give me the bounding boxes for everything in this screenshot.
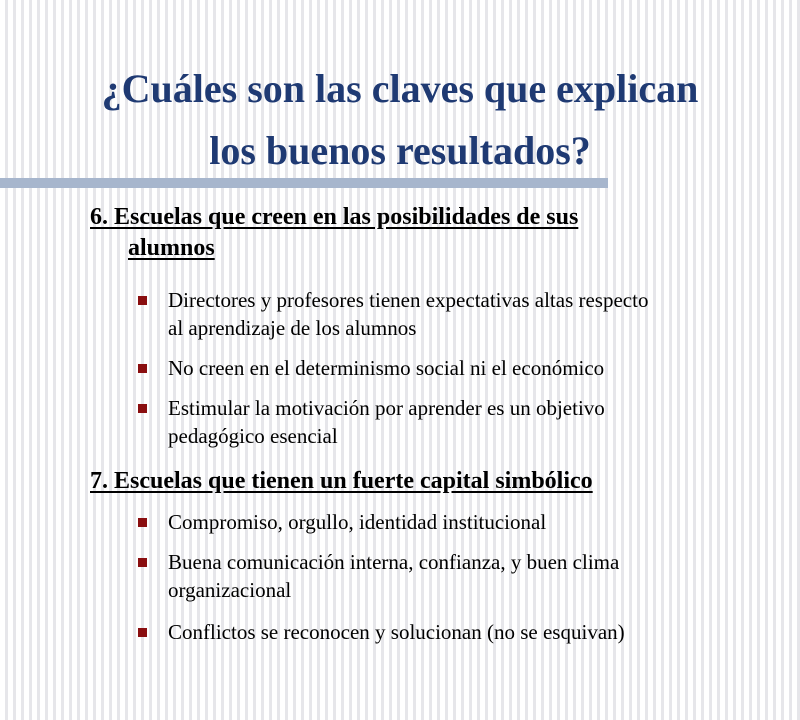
bullet-text-line2: al aprendizaje de los alumnos (168, 316, 417, 340)
bullet-item (138, 354, 788, 382)
bullet-item (138, 508, 788, 536)
bullet-item (138, 286, 788, 342)
bullet-text-line1: No creen en el determinismo social ni el económico (168, 356, 605, 380)
section-heading-6-line2: alumnos (128, 235, 215, 261)
bullet-text-line1: Directores y profesores tienen expectativas altas respecto (168, 288, 649, 312)
section-heading-7 (90, 466, 593, 497)
bullet-item (138, 394, 788, 450)
bullet-item (138, 548, 788, 604)
slide-title (0, 58, 800, 182)
bullet-text-line1: Conflictos se reconocen y solucionan (no se esquivan) (168, 620, 625, 644)
section-heading-6-line1: 6. Escuelas que creen en las posibilidades de sus (90, 204, 579, 230)
bullet-text-line2: pedagógico esencial (168, 424, 338, 448)
bullet-text-line1: Estimular la motivación por aprender es un objetivo (168, 396, 605, 420)
bullet-text-line2: organizacional (168, 578, 292, 602)
square-bullet-icon (138, 628, 147, 637)
bullet-text-line1: Buena comunicación interna, confianza, y buen clima (168, 550, 620, 574)
title-line-2: los buenos resultados? (209, 128, 591, 173)
square-bullet-icon (138, 404, 147, 413)
title-underline-rule (0, 178, 608, 188)
bullet-item (138, 618, 788, 646)
section-heading-6 (90, 202, 578, 264)
square-bullet-icon (138, 518, 147, 527)
title-line-1: ¿Cuáles son las claves que explican (101, 66, 699, 111)
square-bullet-icon (138, 364, 147, 373)
bullet-text-line1: Compromiso, orgullo, identidad institucional (168, 510, 547, 534)
square-bullet-icon (138, 558, 147, 567)
square-bullet-icon (138, 296, 147, 305)
section-heading-7-line1: 7. Escuelas que tienen un fuerte capital simbólico (90, 468, 593, 494)
